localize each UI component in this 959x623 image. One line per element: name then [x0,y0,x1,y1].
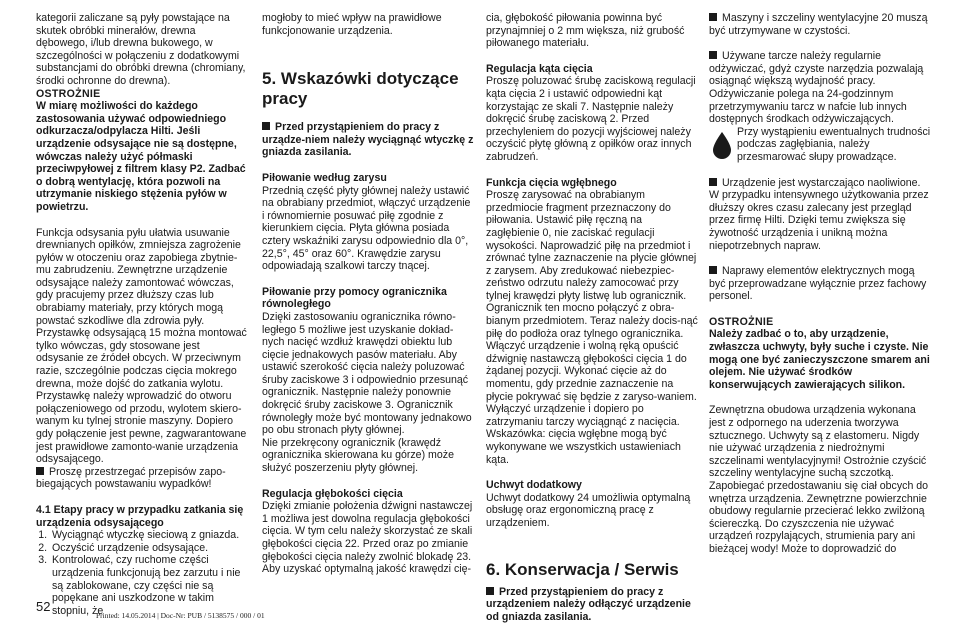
paragraph: Proszę zarysować na obrabianym przedmiocie fragment przeznaczony do piłowania. Ustawić piłę ręczną na zagłębienie 0, nie zaciskać regulacji wysokości. Naprowadzić piłę na przedmiot i zrównać tylne zaznaczenie na płycie głównej z zarysem. Aby zredukować niebezpiec-zeństwo odrzutu należy zamocować przy tylnej krawędzi płyty listwę lub ogranicznik. Ogranicznik ten mocno połączyć z obra-bianym przedmiotem. Teraz należy docis-nąć piłę do podłoża oraz tylnego ogranicznika. Włączyć urządzenie i wolną ręką opuścić dźwignię nastawczą głębokości cięcia 1 do żądanej pozycji. Wykonać cięcie aż do momentu, gdy przednie zaznaczenie na płycie pokrywać się będzie z zaryso-waniem. Wyłączyć urządzenie i dopiero po zatrzymaniu tarczy wyciągnąć z nacięcia. Wskazówka: cięcia wgłębne mogą być wykonywane we wszystkich ustawieniach kąta. [486,189,698,466]
column-4 [709,12,933,556]
list-item: 2. Oczyścić urządzenie odsysające. [50,542,250,555]
warning-text: W miarę możliwości do każdego zastosowania używać odpowiedniego odkurzacza/odpylacza Hilti. Jeśli urządzenie odsysające nie są dostępne, wówczas należy użyć półmaski przeciwpyłowej z filtrem klasy P2. Zadbać o dobrą wentylację, która pozwoli na utrzymanie niskiego stężenia pyłów w powietrzu. [36,100,246,213]
page-number: 52 [36,599,51,614]
paragraph: Zewnętrzna obudowa urządzenia wykonana jest z odpornego na uderzenia tworzywa sztucznego. Uchwyty są z elastomeru. Nigdy nie używać urządzenia z niedrożnymi szczelinami wentylacyjnymi! Ostrożnie czyścić szczeliny wentylacyjne suchą szczotką. Zapobiegać przedostawaniu się ciał obcych do wnętrza urządzenia. Zewnętrzne powierzchnie obudowy regularnie przecierać lekko zwilżoną ściereczką. Do czyszczenia nie używać urządzeń rozpylających, strumienia pary ani bieżącej wody! Może to doprowadzić do [709,404,929,555]
paragraph: Proszę poluzować śrubę zaciskową regulacji kąta cięcia 2 i ustawić odpowiedni kąt korzystając ze skali 7. Następnie należy dokręcić śrubę zaciskową 2. Przed przechyleniem do pozycji wyjściowej należy oczyścić płytę główną z opiłków oraz innych zabrudzeń. [486,75,696,163]
oil-note-text: Przy wystąpieniu ewentualnych trudności podczas zagłębiania, należy przesmarować słupy prowadzące. [737,125,931,163]
section-title: 5. Wskazówki dotyczące pracy [262,69,459,109]
list-item: 1. Wyciągnąć wtyczkę sieciową z gniazda. [50,529,250,542]
paragraph: Nie przekręcony ogranicznik (krawędź ogranicznika skierowana ku górze) może służyć poszerzeniu płyty głównej. [262,436,454,475]
square-bullet-icon [262,122,270,130]
column-2 [262,12,474,576]
bullet-text: Używane tarcze należy regularnie odżywiczać, gdyż czyste narzędzia pozwalają osiągnąć większą wydajność pracy. Odżywiczanie polega na 24-godzinnym przetrzymywaniu tarcz w nafcie lub innych dostępnych środkach odżywiczających. [709,50,924,126]
paragraph: Funkcja odsysania pyłu ułatwia usuwanie drewnianych opiłków, zmniejsza zagrożenie pyłów w otoczeniu oraz zapobiega zbytnie-mu zabrudzeniu. Zewnętrzne urządzenie odsysające należy zamontować wówczas, gdy pracujemy przez dłuższy czas lub obrabiamy materiały, przy których mogą powstać szkodliwe dla zdrowia pyły. Przystawkę odsysającą 15 można montować tylko wówczas, gdy stosowane jest odsysanie ze źródeł obcych. W przeciwnym razie, szczególnie podczas cięcia mokrego drewna, może dojść do zatkania wylotu. Przystawkę należy wprowadzić do otworu połączeniowego od przodu, wylotem skiero-wanym ku tylnej stronie maszyny. Dopiero gdy połączenie jest pewne, zagwarantowane jest prawidłowe zamonto-wanie urządzenia odsysającego. [36,226,247,466]
warning-title: OSTROŻNIE [709,315,774,328]
square-bullet-icon [709,266,717,274]
paragraph: Dzięki zmianie położenia dźwigni nastawczej 1 możliwa jest dowolna regulacja głębokości cięcia. W tym celu należy skorzystać ze skali głębokości cięcia 22. Przed oraz po zmianie głębokości cięcia należy zwolnić blokadę 23. Aby uzyskać optymalną jakość krawędzi cię- [262,500,473,576]
section-title: 6. Konserwacja / Serwis [486,559,679,579]
paragraph: mogłoby to mieć wpływ na prawidłowe funkcjonowanie urządzenia. [262,12,442,37]
paragraph: kategorii zaliczane są pyły powstające na skutek obróbki minerałów, drewna dębowego, i/lub drewna bukowego, w szczególności w połączeniu z dodatkowymi substancjami do obróbki drewna (chromiany, środki ochronne do drewna). [36,12,246,87]
print-info: Printed: 14.05.2014 | Doc-Nr: PUB / 5138575 / 000 / 01 [96,611,265,620]
subsection-title: 4.1 Etapy pracy w przypadku zatkania się urządzenia odsysającego [36,503,244,529]
square-bullet-icon [486,587,494,595]
warning-title: OSTROŻNIE [36,87,101,100]
safety-note [36,466,250,491]
heading: Piłowanie przy pomocy ogranicznika równoległego [262,285,447,311]
paragraph: cia, głębokość piłowania powinna być przynajmniej o 2 mm większa, niż grubość piłowanego materiału. [486,12,685,50]
square-bullet-icon [36,467,44,475]
bullet-item [709,177,933,253]
bullet-text: Przed przystąpieniem do pracy z urządzeniem należy odłączyć urządzenie od gniazda zasilania. [486,585,691,623]
square-bullet-icon [709,178,717,186]
safety-note-text: Proszę przestrzegać przepisów zapo-biegających powstawaniu wypadków! [36,465,226,491]
steps-list [36,529,250,617]
bullet-item [709,265,933,303]
oil-drop-icon [711,131,733,159]
bullet-text: Urządzenie jest wystarczająco naoliwione. W przypadku intensywnego użytkowania przez dłuższy okres czasu zalecany jest przegląd przez firmę Hilti. Dzięki temu zwiększa się żywotność urządzenia i unikną można niepotrzebnych napraw. [709,176,929,252]
heading: Funkcja cięcia wgłębnego [486,176,617,189]
bullet-item [709,12,933,37]
heading: Regulacja głębokości cięcia [262,487,403,500]
square-bullet-icon [709,13,717,21]
square-bullet-icon [709,51,717,59]
paragraph: Uchwyt dodatkowy 24 umożliwia optymalną obsługę oraz ergonomiczną pracę z urządzeniem. [486,491,691,529]
paragraph: Przednią część płyty głównej należy ustawić na obrabiany przedmiot, włączyć urządzenie i równomiernie posuwać piłę zgodnie z kierunkiem cięcia. Płyta główna posiada cztery wskaźniki zarysu odpowiednio dla 0°, 22,5°, 45° oraz 60°. Krawędzie zarysu odpowiadają szalkowi tarczy tnącej. [262,184,471,273]
bullet-warning [486,586,698,623]
bullet-item [709,50,933,126]
column-1 [36,12,250,617]
oil-note [709,126,933,164]
heading: Regulacja kąta cięcia [486,62,593,75]
column-3 [486,12,698,623]
heading: Uchwyt dodatkowy [486,479,582,492]
bullet-text: Naprawy elementów elektrycznych mogą być przeprowadzane wyłącznie przez fachowy personel. [709,265,927,303]
heading: Piłowanie według zarysu [262,171,387,184]
paragraph: Dzięki zastosowaniu ogranicznika równo-ległego 5 możliwe jest uzyskanie dokład-nych nacięć wzdłuż krawędzi obiektu lub cięcie jednakowych pasów materiału. Aby ustawić szerokość cięcia należy poluzować śruby zaciskowe 3 i odpowiednio przesunąć ogranicznik. Następnie należy ponownie dokręcić śruby zaciskowe 3. Ogranicznik równoległy może być montowany jednakowo po obu stronach płyty głównej. [262,310,472,437]
warning-text: Należy zadbać o to, aby urządzenie, zwłaszcza uchwyty, były suche i czyste. Nie mogą one być zanieczyszczone smarem ani olejem. Nie używać środków konserwujących zawierających silikon. [709,328,930,391]
bullet-text: Maszyny i szczeliny wentylacyjne 20 muszą być utrzymywane w czystości. [709,12,928,37]
bullet-warning [262,121,474,159]
bullet-text: Przed przystąpieniem do pracy z urządze-niem należy wyciągnąć wtyczkę z gniazda zasilania. [262,121,474,159]
list-item: 3. Kontrolować, czy ruchome części urządzenia funkcjonują bez zarzutu i nie są zablokowane, czy części nie są popękane ani uszkodzone w takim stopniu, że [50,554,250,617]
